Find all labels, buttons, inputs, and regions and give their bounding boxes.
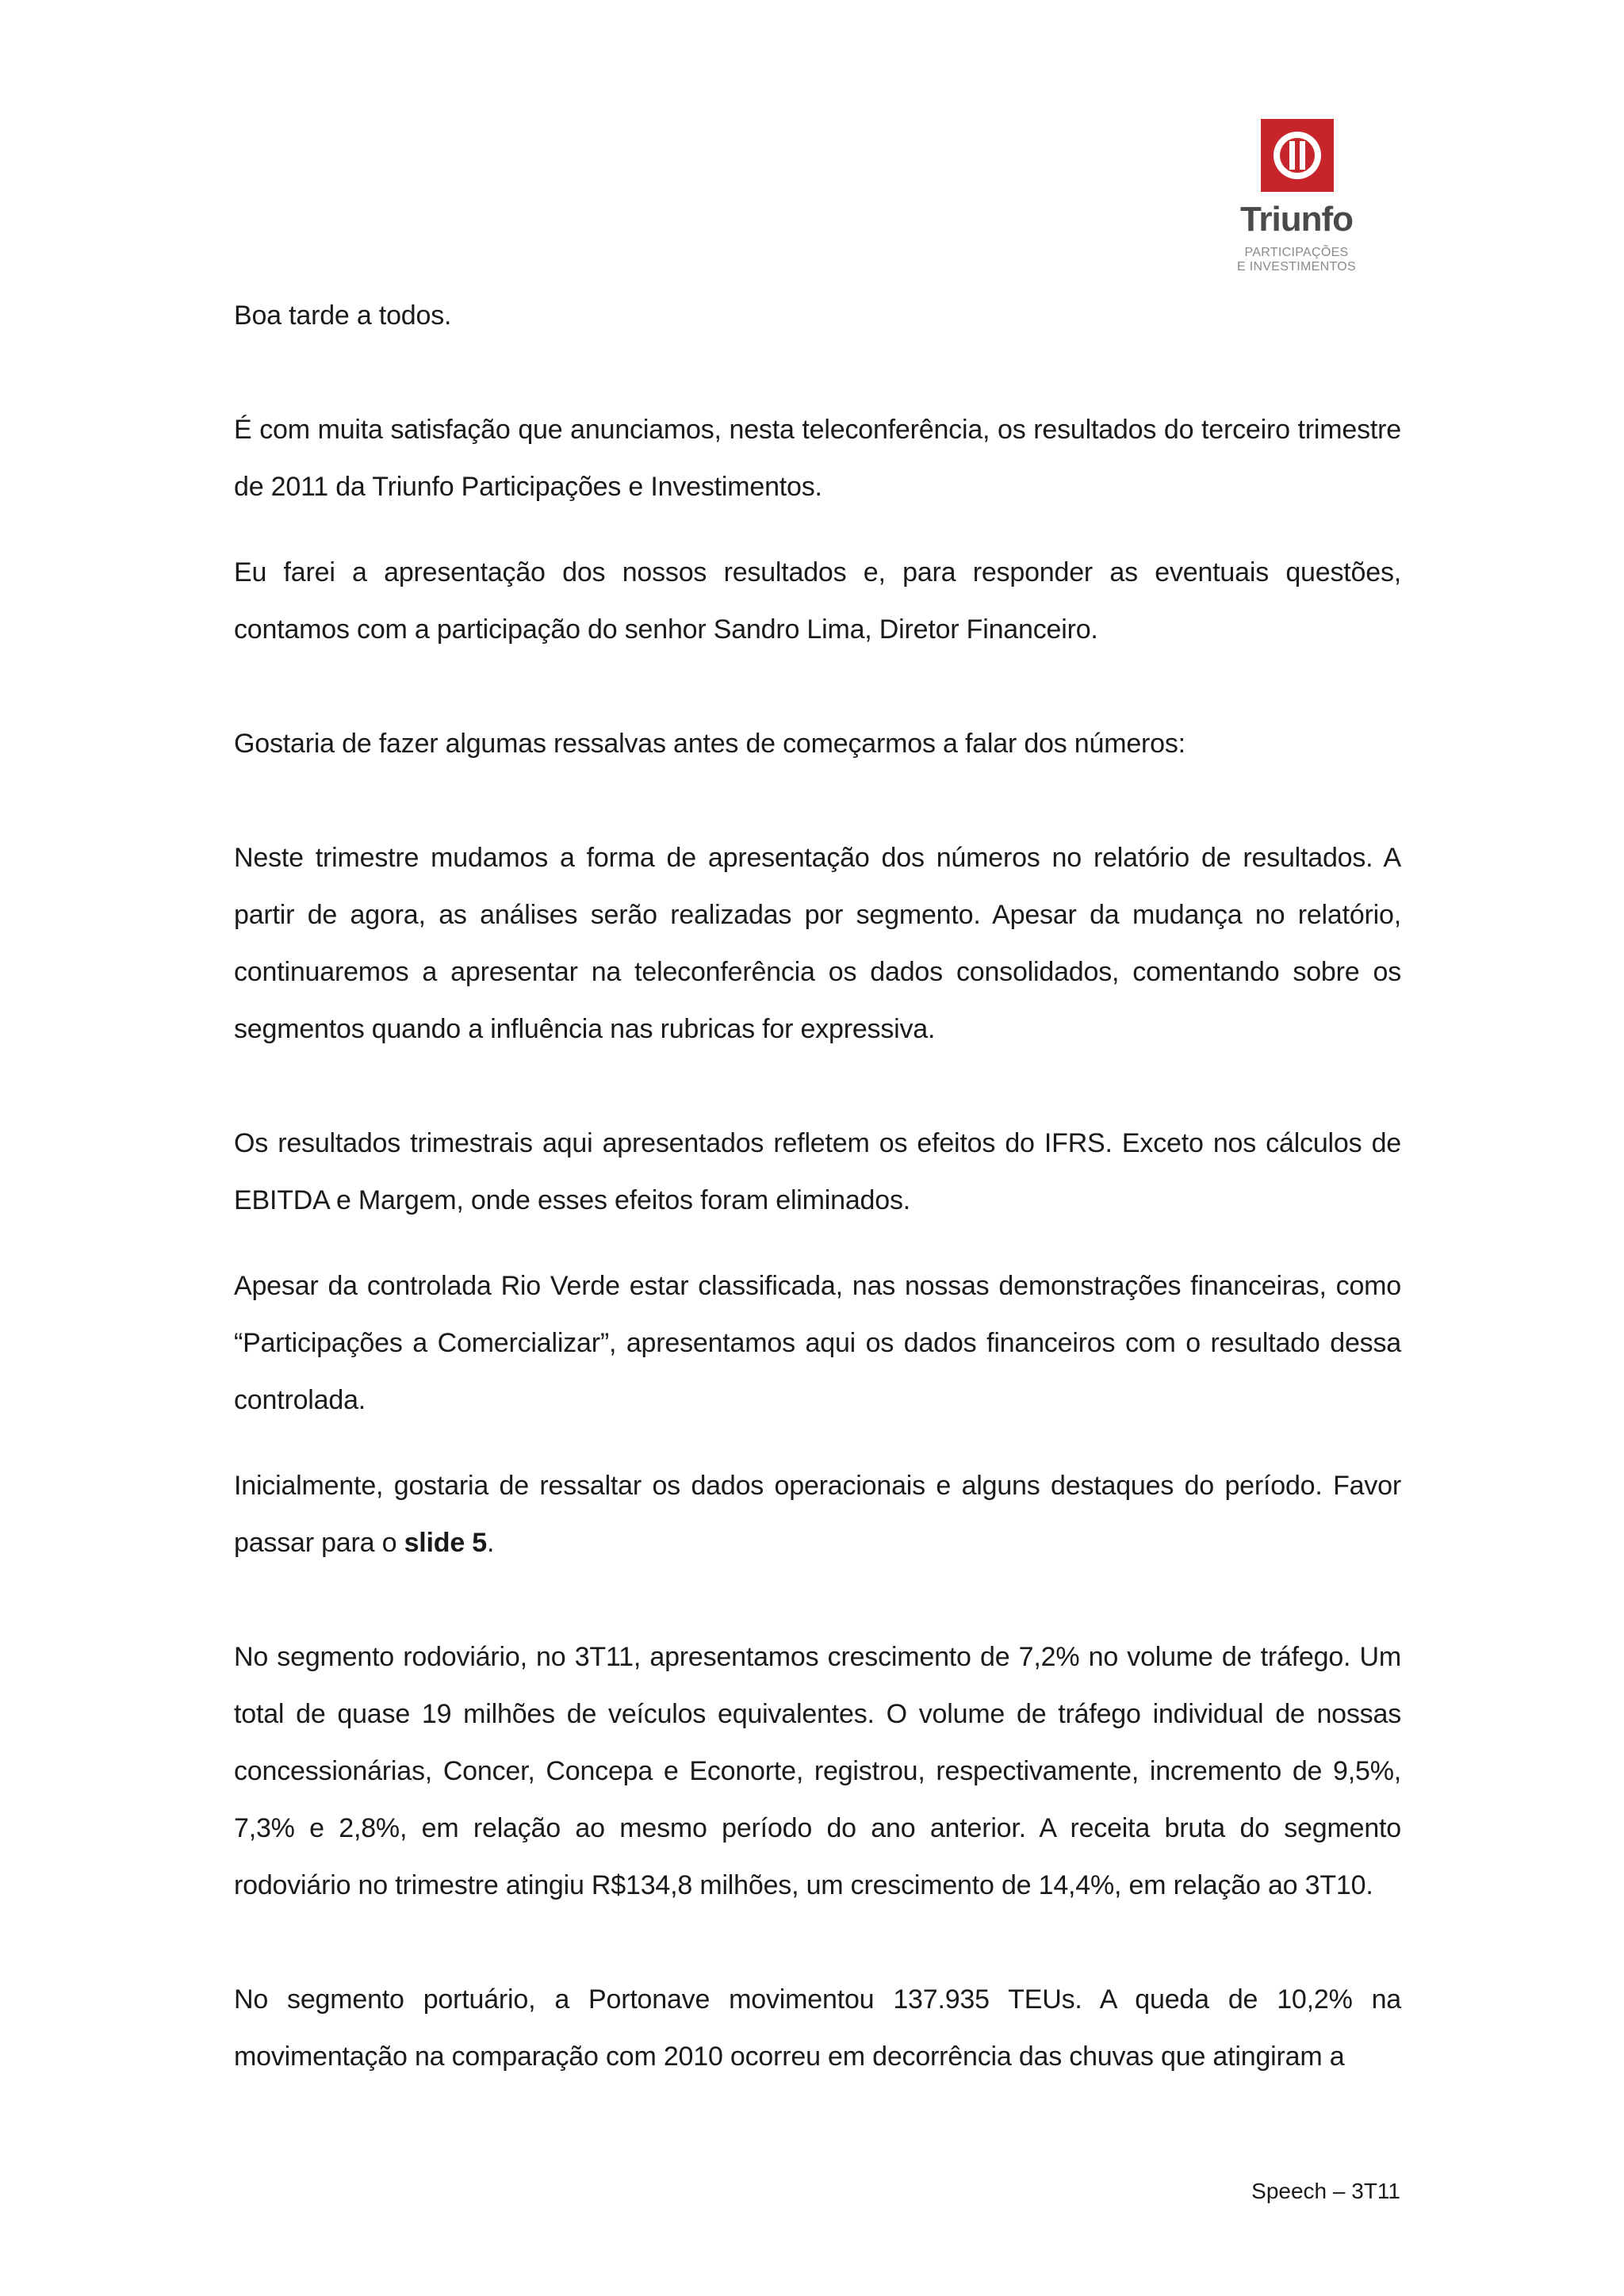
- paragraph-operational-text: Inicialmente, gostaria de ressaltar os dados operacionais e alguns destaques do período. Favor passar para o: [234, 1471, 1401, 1558]
- paragraph-road-segment: No segmento rodoviário, no 3T11, apresentamos crescimento de 7,2% no volume de tráfego. Um total de quase 19 milhões de veículos equivalentes. O volume de tráfego individual de nossas concessionárias, Concer, Concepa e Econorte, registrou, respectivamente, incremento de 9,5%, 7,3% e 2,8%, em relação ao mesmo período do ano anterior. A receita bruta do segmento rodoviário no trimestre atingiu R$134,8 milhões, um crescimento de 14,4%, em relação ao 3T10.: [234, 1642, 1401, 1900]
- paragraph-segment-reporting: Neste trimestre mudamos a forma de apresentação dos números no relatório de resultados. A partir de agora, as análises serão realizadas por segmento. Apesar da mudança no relatório, continuaremos a apresentar na teleconferência os dados consolidados, comentando sobre os segmentos quando a influência nas rubricas for expressiva.: [234, 843, 1401, 1044]
- paragraph-port-segment: No segmento portuário, a Portonave movimentou 137.935 TEUs. A queda de 10,2% na movimentação na comparação com 2010 ocorreu em decorrência das chuvas que atingiram a: [234, 1984, 1401, 2072]
- triunfo-logo-icon: [1261, 119, 1334, 192]
- paragraph-rio-verde: Apesar da controlada Rio Verde estar classificada, nas nossas demonstrações financeiras, como “Participações a Comercializar”, apresentamos aqui os dados financeiros com o resultado dessa controlada.: [234, 1271, 1401, 1415]
- paragraph-operational-highlights: [234, 1457, 1401, 1571]
- slide-reference: slide 5: [404, 1528, 487, 1558]
- paragraph-announcement: É com muita satisfação que anunciamos, nesta teleconferência, os resultados do terceiro trimestre de 2011 da Triunfo Participações e Investimentos.: [234, 415, 1401, 502]
- company-logo: [1213, 119, 1380, 289]
- logo-subtitle-line1: PARTICIPAÇÕES: [1244, 246, 1349, 259]
- paragraph-caveats-intro: Gostaria de fazer algumas ressalvas antes de começarmos a falar dos números:: [234, 729, 1185, 759]
- page-footer: Speech – 3T11: [1251, 2179, 1400, 2203]
- paragraph-operational-end: .: [487, 1528, 495, 1558]
- logo-subtitle-line2: E INVESTIMENTOS: [1236, 260, 1356, 274]
- paragraph-greeting: Boa tarde a todos.: [234, 300, 452, 331]
- paragraph-ifrs: Os resultados trimestrais aqui apresentados refletem os efeitos do IFRS. Exceto nos cálculos de EBITDA e Margem, onde esses efeitos foram eliminados.: [234, 1128, 1401, 1215]
- paragraph-presentation: Eu farei a apresentação dos nossos resultados e, para responder as eventuais questões, contamos com a participação do senhor Sandro Lima, Diretor Financeiro.: [234, 557, 1401, 645]
- logo-name: Triunfo: [1239, 200, 1354, 239]
